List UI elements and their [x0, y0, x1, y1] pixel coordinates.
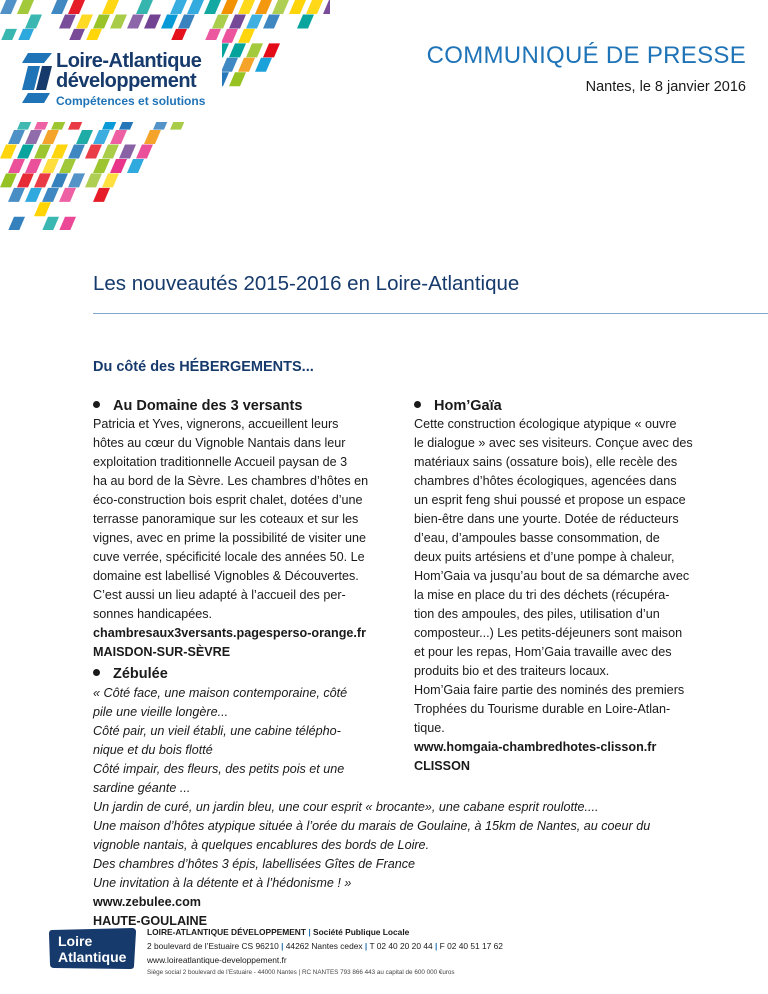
- text-line: tique.: [414, 721, 445, 735]
- mosaic-tile: [238, 58, 255, 72]
- mosaic-tile: [238, 29, 255, 43]
- text-line: nique et du bois flotté: [93, 743, 213, 757]
- mosaic-tile: [51, 173, 68, 187]
- footer-fax: F 02 40 51 17 62: [439, 941, 503, 951]
- mosaic-tile: [93, 159, 110, 173]
- entry-title-domaine: Au Domaine des 3 versants: [93, 398, 302, 414]
- mosaic-tile: [229, 43, 246, 57]
- text-line: et pour les repas, Hom’Gaia travaille avec des: [414, 645, 672, 659]
- text-line: hôtes au cœur du Vignoble Nantais dans leur: [93, 436, 346, 450]
- mosaic-tile: [25, 159, 42, 173]
- mosaic-tile: [272, 0, 289, 14]
- footer-line-address: [147, 939, 503, 953]
- headline-divider: [93, 313, 768, 314]
- text-line: Un jardin de curé, un jardin bleu, une cour esprit « brocante», une cabane esprit roulotte....: [93, 800, 599, 814]
- text-line: la mise en place du tri des déchets (récupéra-: [414, 588, 670, 602]
- footer-postal: 44262 Nantes cedex: [285, 941, 363, 951]
- mosaic-tile: [34, 173, 51, 187]
- mosaic-tile: [59, 188, 76, 202]
- footer-address: 2 boulevard de l’Estuaire CS 96210: [147, 941, 279, 951]
- mosaic-tile: [102, 145, 119, 159]
- text-line: Une invitation à la détente et à l’hédonisme ! »: [93, 876, 352, 890]
- bullet-icon: [93, 401, 100, 408]
- mosaic-tile: [42, 188, 59, 202]
- entry-title-zebulee: Zébulée: [93, 666, 168, 682]
- text-line: ha au bord de la Sèvre. Les chambres d’hôtes en: [93, 474, 369, 488]
- entry-website-homgaia[interactable]: www.homgaia-chambredhotes-clisson.fr: [414, 740, 657, 754]
- mosaic-tile: [17, 0, 34, 14]
- text-line: C’est aussi un lieu adapté à l’accueil des per-: [93, 588, 346, 602]
- mosaic-tile: [238, 0, 255, 14]
- text-line: pile une vieille longère...: [93, 705, 229, 719]
- text-line: tion des ampoules, des piles, utilisation d’un: [414, 607, 660, 621]
- mosaic-tile: [76, 130, 93, 144]
- logo-arrow-icon: [22, 53, 52, 103]
- text-line: matériaux sains (ossature bois), elle recèle des: [414, 455, 678, 469]
- mosaic-tile: [178, 14, 195, 28]
- mosaic-tile: [34, 145, 51, 159]
- mosaic-tile: [25, 130, 42, 144]
- entry-body-zebulee: [93, 684, 650, 931]
- mosaic-tile: [8, 217, 25, 230]
- mosaic-tile: [136, 145, 153, 159]
- mosaic-tile: [263, 14, 280, 28]
- bullet-icon: [93, 669, 100, 676]
- mosaic-tile: [76, 14, 93, 28]
- footer-logo: [48, 926, 138, 970]
- text-line: Trophées du Tourisme durable en Loire-Atlan-: [414, 702, 671, 716]
- text-line: Côté pair, un vieil établi, une cabine télépho-: [93, 724, 341, 738]
- mosaic-tile: [263, 43, 280, 57]
- text-line: éco-construction bois esprit chalet, dotées d’une: [93, 493, 363, 507]
- entry-body-domaine: [93, 415, 368, 662]
- mosaic-tile: [93, 188, 110, 202]
- text-line: bien-être dans une yourte. Dotée de réducteurs: [414, 512, 679, 526]
- text-line: Une maison d’hôtes atypique située à l’orée du marais de Goulaine, à 15km de Nantes, au coeur du: [93, 819, 651, 833]
- mosaic-tile: [246, 43, 263, 57]
- mosaic-tile: [144, 14, 161, 28]
- mosaic-tile: [0, 145, 17, 159]
- mosaic-tile: [25, 14, 42, 28]
- text-line: composteur...) Les petits-déjeuners sont maison: [414, 626, 683, 640]
- text-line: vignoble nantais, à quelques encablures des bords de Loire.: [93, 838, 430, 852]
- entry-website-domaine[interactable]: chambresaux3versants.pagesperso-orange.fr: [93, 626, 366, 640]
- mosaic-tile: [212, 14, 229, 28]
- mosaic-tile: [170, 0, 187, 14]
- mosaic-tile: [51, 0, 68, 14]
- text-line: sonnes handicapées.: [93, 607, 213, 621]
- mosaic-tile: [42, 217, 59, 230]
- text-line: Côté impair, des fleurs, des petits pois et une: [93, 762, 345, 776]
- mosaic-tile: [204, 0, 221, 14]
- mosaic-tile: [0, 173, 17, 187]
- press-release-title: COMMUNIQUÉ DE PRESSE: [426, 42, 746, 69]
- mosaic-tile: [102, 0, 119, 14]
- text-line: Patricia et Yves, vignerons, accueillent leurs: [93, 417, 339, 431]
- logo-tagline: Compétences et solutions: [56, 94, 206, 108]
- mosaic-tile: [93, 14, 110, 28]
- mosaic-tile: [144, 130, 161, 144]
- mosaic-tile: [34, 202, 51, 216]
- footer-company: LOIRE-ATLANTIQUE DÉVELOPPEMENT: [147, 927, 306, 937]
- mosaic-tile: [110, 130, 127, 144]
- separator: |: [434, 941, 438, 951]
- text-line: « Côté face, une maison contemporaine, côté: [93, 686, 348, 700]
- mosaic-tile: [110, 14, 127, 28]
- mosaic-tile: [119, 145, 136, 159]
- mosaic-tile: [221, 0, 238, 14]
- entry-title-homgaia: Hom’Gaïa: [414, 398, 502, 414]
- mosaic-tile: [42, 130, 59, 144]
- mosaic-tile: [8, 159, 25, 173]
- mosaic-tile: [187, 0, 204, 14]
- mosaic-tile: [0, 0, 17, 14]
- mosaic-tile: [59, 217, 76, 230]
- mosaic-tile: [59, 14, 76, 28]
- separator: |: [281, 941, 284, 951]
- company-logo: [0, 40, 222, 122]
- text-line: d’eau, d’ampoules basse consommation, de: [414, 531, 660, 545]
- mosaic-tile: [8, 188, 25, 202]
- footer-legal: Siège social 2 boulevard de l’Estuaire - 44000 Nantes | RC NANTES 793 866 443 au capital de 600 000 €uros: [147, 969, 455, 976]
- text-line: Hom’Gaia va jusqu’au bout de sa démarche avec: [414, 569, 690, 583]
- mosaic-tile: [297, 14, 314, 28]
- entry-town-homgaia: CLISSON: [414, 759, 470, 773]
- text-line: un esprit feng shui poussé et propose un espace: [414, 493, 686, 507]
- mosaic-tile: [110, 159, 127, 173]
- separator: |: [364, 941, 368, 951]
- press-release-date: Nantes, le 8 janvier 2016: [585, 79, 746, 95]
- text-line: Des chambres d’hôtes 3 épis, labellisées Gîtes de France: [93, 857, 416, 871]
- mosaic-tile: [323, 0, 330, 14]
- mosaic-tile: [102, 173, 119, 187]
- mosaic-tile: [25, 188, 42, 202]
- footer-line-company: [147, 925, 503, 939]
- entry-town-zebulee: HAUTE-GOULAINE: [93, 914, 208, 928]
- mosaic-tile: [306, 0, 323, 14]
- mosaic-tile: [68, 0, 85, 14]
- entry-website-zebulee[interactable]: www.zebulee.com: [93, 895, 202, 909]
- mosaic-tile: [42, 159, 59, 173]
- footer-logo-line-1: Loire: [58, 933, 93, 949]
- mosaic-tile: [221, 58, 238, 72]
- text-line: Hom’Gaia faire partie des nominés des premiers: [414, 683, 685, 697]
- text-line: cuve verrée, spécificité locale des années 50. Le: [93, 550, 365, 564]
- mosaic-tile: [59, 159, 76, 173]
- text-line: le dialogue » avec ses visiteurs. Conçue avec des: [414, 436, 693, 450]
- mosaic-tile: [161, 14, 178, 28]
- mosaic-tile: [289, 0, 306, 14]
- mosaic-tile: [85, 145, 102, 159]
- mosaic-tile: [127, 14, 144, 28]
- text-line: Cette construction écologique atypique « ouvre: [414, 417, 677, 431]
- mosaic-tile: [85, 173, 102, 187]
- mosaic-tile: [51, 145, 68, 159]
- text-line: domaine est labellisé Vignobles & Découvertes.: [93, 569, 359, 583]
- mosaic-tile: [221, 29, 238, 43]
- footer-contact: [147, 925, 503, 979]
- mosaic-tile: [17, 145, 34, 159]
- text-line: deux puits artésiens et d’une pompe à chaleur,: [414, 550, 675, 564]
- bullet-icon: [414, 401, 421, 408]
- mosaic-tile: [68, 173, 85, 187]
- mosaic-tile: [255, 0, 272, 14]
- text-line: produits bio et des traiteurs locaux.: [414, 664, 610, 678]
- text-line: vignes, avec en prime la possibilité de visiter une: [93, 531, 367, 545]
- mosaic-tile: [8, 130, 25, 144]
- mosaic-tile: [93, 130, 110, 144]
- mosaic-tile: [255, 58, 272, 72]
- text-line: sardine géante ...: [93, 781, 191, 795]
- mosaic-tile: [136, 0, 153, 14]
- separator: |: [308, 927, 311, 937]
- mosaic-tile: [246, 14, 263, 28]
- logo-line-2: développement: [56, 70, 197, 92]
- mosaic-tile: [127, 159, 144, 173]
- footer-phone: T 02 40 20 20 44: [369, 941, 433, 951]
- footer-logo-line-2: Atlantique: [58, 949, 127, 965]
- page-headline: Les nouveautés 2015-2016 en Loire-Atlantique: [93, 272, 520, 295]
- footer-company-type: Société Publique Locale: [312, 927, 410, 937]
- section-title: Du côté des HÉBERGEMENTS...: [93, 359, 314, 375]
- logo-line-1: Loire-Atlantique: [56, 50, 202, 72]
- mosaic-tile: [17, 173, 34, 187]
- entry-town-domaine: MAISDON-SUR-SÈVRE: [93, 645, 231, 659]
- footer-website[interactable]: www.loireatlantique-developpement.fr: [147, 955, 287, 965]
- text-line: terrasse panoramique sur les coteaux et sur les: [93, 512, 359, 526]
- mosaic-tile: [229, 72, 246, 86]
- mosaic-tile: [229, 14, 246, 28]
- text-line: chambres d’hôtes écologiques, agencées dans: [414, 474, 677, 488]
- mosaic-tile: [68, 145, 85, 159]
- text-line: exploitation traditionnelle Accueil paysan de 3: [93, 455, 348, 469]
